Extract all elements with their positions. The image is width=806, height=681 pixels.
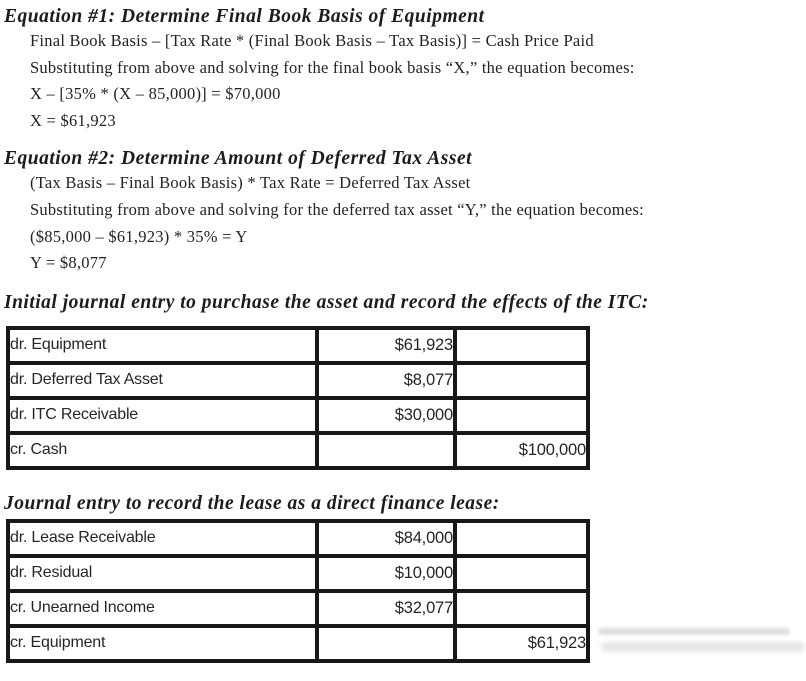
debit-cell: $32,077 bbox=[317, 591, 455, 626]
account-cell: dr. Residual bbox=[8, 556, 317, 591]
credit-cell bbox=[455, 521, 588, 556]
table-row bbox=[8, 521, 588, 556]
table-row bbox=[8, 626, 588, 661]
table-row bbox=[8, 433, 588, 468]
credit-cell bbox=[455, 556, 588, 591]
equation-1-heading: Equation #1: Determine Final Book Basis of Equipment bbox=[4, 6, 485, 27]
equation-2-line-3: ($85,000 – $61,923) * 35% = Y bbox=[30, 226, 248, 246]
equation-1-section bbox=[4, 5, 806, 134]
credit-cell bbox=[455, 328, 588, 363]
journal-entry-1-heading: Initial journal entry to purchase the asset and record the effects of the ITC: bbox=[4, 291, 649, 313]
account-cell: cr. Equipment bbox=[8, 626, 317, 661]
debit-cell: $8,077 bbox=[317, 363, 455, 398]
debit-cell: $30,000 bbox=[317, 398, 455, 433]
equation-2-section bbox=[4, 147, 806, 276]
table-row bbox=[8, 328, 588, 363]
equation-1-line-2: Substituting from above and solving for the final book basis “X,” the equation becomes: bbox=[30, 57, 635, 77]
equation-2-line-4: Y = $8,077 bbox=[30, 253, 107, 273]
equation-1-line-4: X = $61,923 bbox=[30, 110, 116, 130]
equation-1-line-1: Final Book Basis – [Tax Rate * (Final Book Basis – Tax Basis)] = Cash Price Paid bbox=[30, 31, 594, 50]
debit-cell: $10,000 bbox=[317, 556, 455, 591]
credit-cell bbox=[455, 363, 588, 398]
journal-entry-1-table bbox=[6, 326, 590, 470]
credit-cell: $100,000 bbox=[455, 433, 588, 468]
credit-cell bbox=[455, 398, 588, 433]
account-cell: dr. Deferred Tax Asset bbox=[8, 363, 317, 398]
journal-entry-2-section bbox=[4, 492, 806, 663]
account-cell: dr. Lease Receivable bbox=[8, 521, 317, 556]
table-row bbox=[8, 591, 588, 626]
debit-cell: $61,923 bbox=[317, 328, 455, 363]
table-row bbox=[8, 556, 588, 591]
credit-cell: $61,923 bbox=[455, 626, 588, 661]
journal-entry-2-heading: Journal entry to record the lease as a direct finance lease: bbox=[4, 492, 500, 514]
table-row bbox=[8, 363, 588, 398]
account-cell: dr. ITC Receivable bbox=[8, 398, 317, 433]
journal-entry-1-section bbox=[4, 291, 806, 470]
equation-1-line-3: X – [35% * (X – 85,000)] = $70,000 bbox=[30, 84, 281, 104]
journal-entry-2-table bbox=[6, 519, 590, 663]
debit-cell bbox=[317, 433, 455, 468]
account-cell: cr. Cash bbox=[8, 433, 317, 468]
equation-2-line-2: Substituting from above and solving for the deferred tax asset “Y,” the equation becomes: bbox=[30, 199, 644, 219]
account-cell: dr. Equipment bbox=[8, 328, 317, 363]
debit-cell bbox=[317, 626, 455, 661]
equation-2-line-1: (Tax Basis – Final Book Basis) * Tax Rate = Deferred Tax Asset bbox=[30, 173, 471, 193]
debit-cell: $84,000 bbox=[317, 521, 455, 556]
account-cell: cr. Unearned Income bbox=[8, 591, 317, 626]
credit-cell bbox=[455, 591, 588, 626]
equation-2-heading: Equation #2: Determine Amount of Deferred Tax Asset bbox=[4, 148, 473, 170]
table-row bbox=[8, 398, 588, 433]
